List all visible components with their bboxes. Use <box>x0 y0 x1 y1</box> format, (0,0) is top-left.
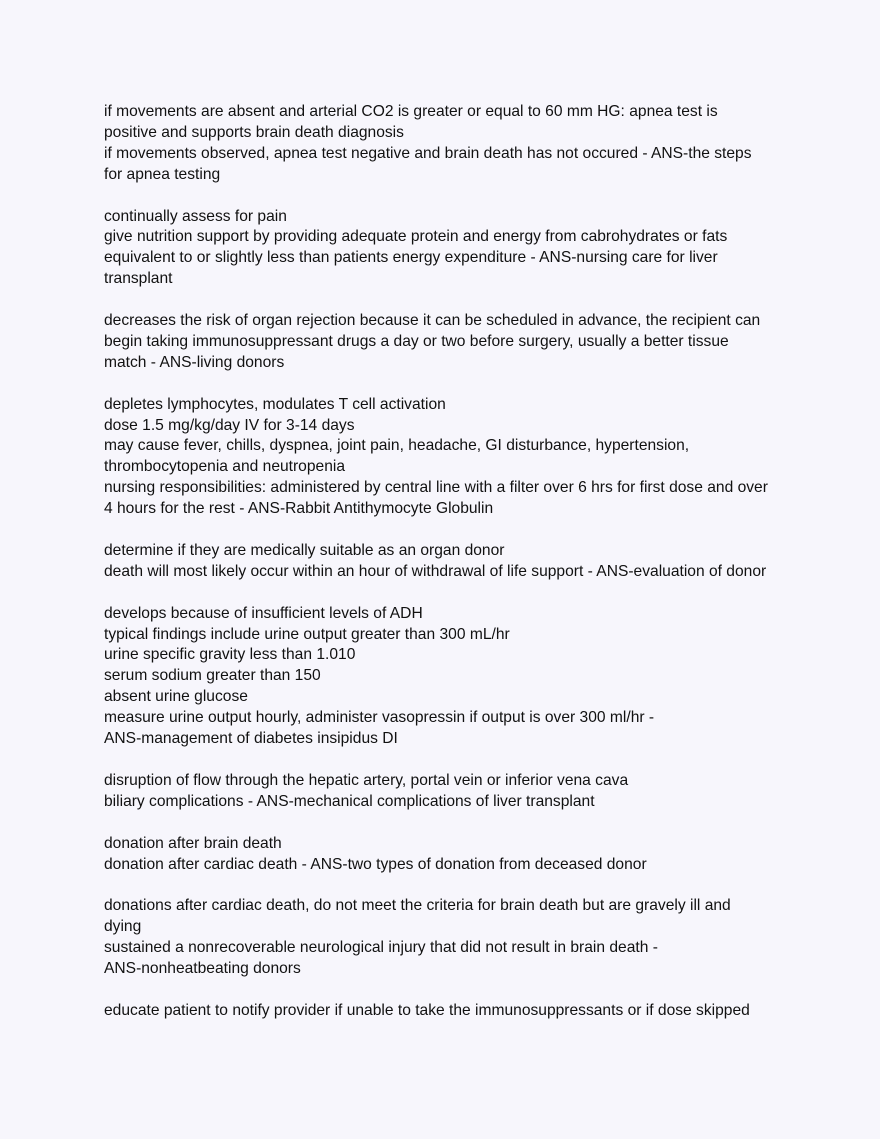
text-line: determine if they are medically suitable as an organ donor <box>104 541 505 559</box>
paragraph-donor-evaluation <box>104 541 794 583</box>
text-line: if movements observed, apnea test negative and brain death has not occured - ANS-the steps <box>104 144 752 162</box>
text-line: 4 hours for the rest - ANS-Rabbit Antithymocyte Globulin <box>104 500 494 518</box>
text-line: dying <box>104 918 142 936</box>
paragraph-diabetes-insipidus <box>104 604 794 750</box>
paragraph-patient-education <box>104 1001 794 1022</box>
text-line: may cause fever, chills, dyspnea, joint pain, headache, GI disturbance, hypertension, <box>104 437 690 455</box>
text-line: match - ANS-living donors <box>104 353 285 371</box>
paragraph-donation-types <box>104 834 794 876</box>
text-line: thrombocytopenia and neutropenia <box>104 458 346 476</box>
text-line: donation after cardiac death - ANS-two types of donation from deceased donor <box>104 855 647 873</box>
text-line: positive and supports brain death diagnosis <box>104 123 404 141</box>
text-line: ANS-nonheatbeating donors <box>104 960 301 978</box>
text-line: give nutrition support by providing adequate protein and energy from cabrohydrates or fats <box>104 228 728 246</box>
text-line: typical findings include urine output greater than 300 mL/hr <box>104 625 510 643</box>
text-line: serum sodium greater than 150 <box>104 667 321 685</box>
text-line: ANS-management of diabetes insipidus DI <box>104 730 398 748</box>
text-line: decreases the risk of organ rejection because it can be scheduled in advance, the recipient can <box>104 312 761 330</box>
text-line: develops because of insufficient levels of ADH <box>104 604 423 622</box>
text-line: death will most likely occur within an hour of withdrawal of life support - ANS-evaluation of donor <box>104 562 767 580</box>
paragraph-nonheartbeating-donors <box>104 896 794 980</box>
text-line: continually assess for pain <box>104 207 287 225</box>
document-page <box>104 102 794 1043</box>
text-line: disruption of flow through the hepatic artery, portal vein or inferior vena cava <box>104 771 629 789</box>
text-line: begin taking immunosuppressant drugs a day or two before surgery, usually a better tissue <box>104 332 729 350</box>
text-line: if movements are absent and arterial CO2 is greater or equal to 60 mm HG: apnea test is <box>104 103 718 120</box>
text-line: donation after brain death <box>104 834 282 852</box>
paragraph-living-donors <box>104 311 794 374</box>
text-line: dose 1.5 mg/kg/day IV for 3-14 days <box>104 416 355 434</box>
text-line: urine specific gravity less than 1.010 <box>104 646 356 664</box>
text-line: absent urine glucose <box>104 688 248 706</box>
text-line: biliary complications - ANS-mechanical complications of liver transplant <box>104 792 595 810</box>
paragraph-mechanical-complications <box>104 771 794 813</box>
text-line: transplant <box>104 270 173 288</box>
paragraph-antithymocyte-globulin <box>104 395 794 520</box>
text-line: educate patient to notify provider if unable to take the immunosuppressants or if dose skipped <box>104 1001 750 1019</box>
paragraph-liver-transplant-care <box>104 207 794 291</box>
paragraph-apnea-testing <box>104 102 794 186</box>
text-line: for apnea testing <box>104 165 221 183</box>
text-line: equivalent to or slightly less than patients energy expenditure - ANS-nursing care for liver <box>104 249 718 267</box>
text-line: sustained a nonrecoverable neurological injury that did not result in brain death - <box>104 939 658 957</box>
text-line: nursing responsibilities: administered by central line with a filter over 6 hrs for first dose and over <box>104 479 768 497</box>
text-line: depletes lymphocytes, modulates T cell activation <box>104 395 446 413</box>
text-line: donations after cardiac death, do not meet the criteria for brain death but are gravely ill and <box>104 897 731 915</box>
text-line: measure urine output hourly, administer vasopressin if output is over 300 ml/hr - <box>104 709 655 727</box>
